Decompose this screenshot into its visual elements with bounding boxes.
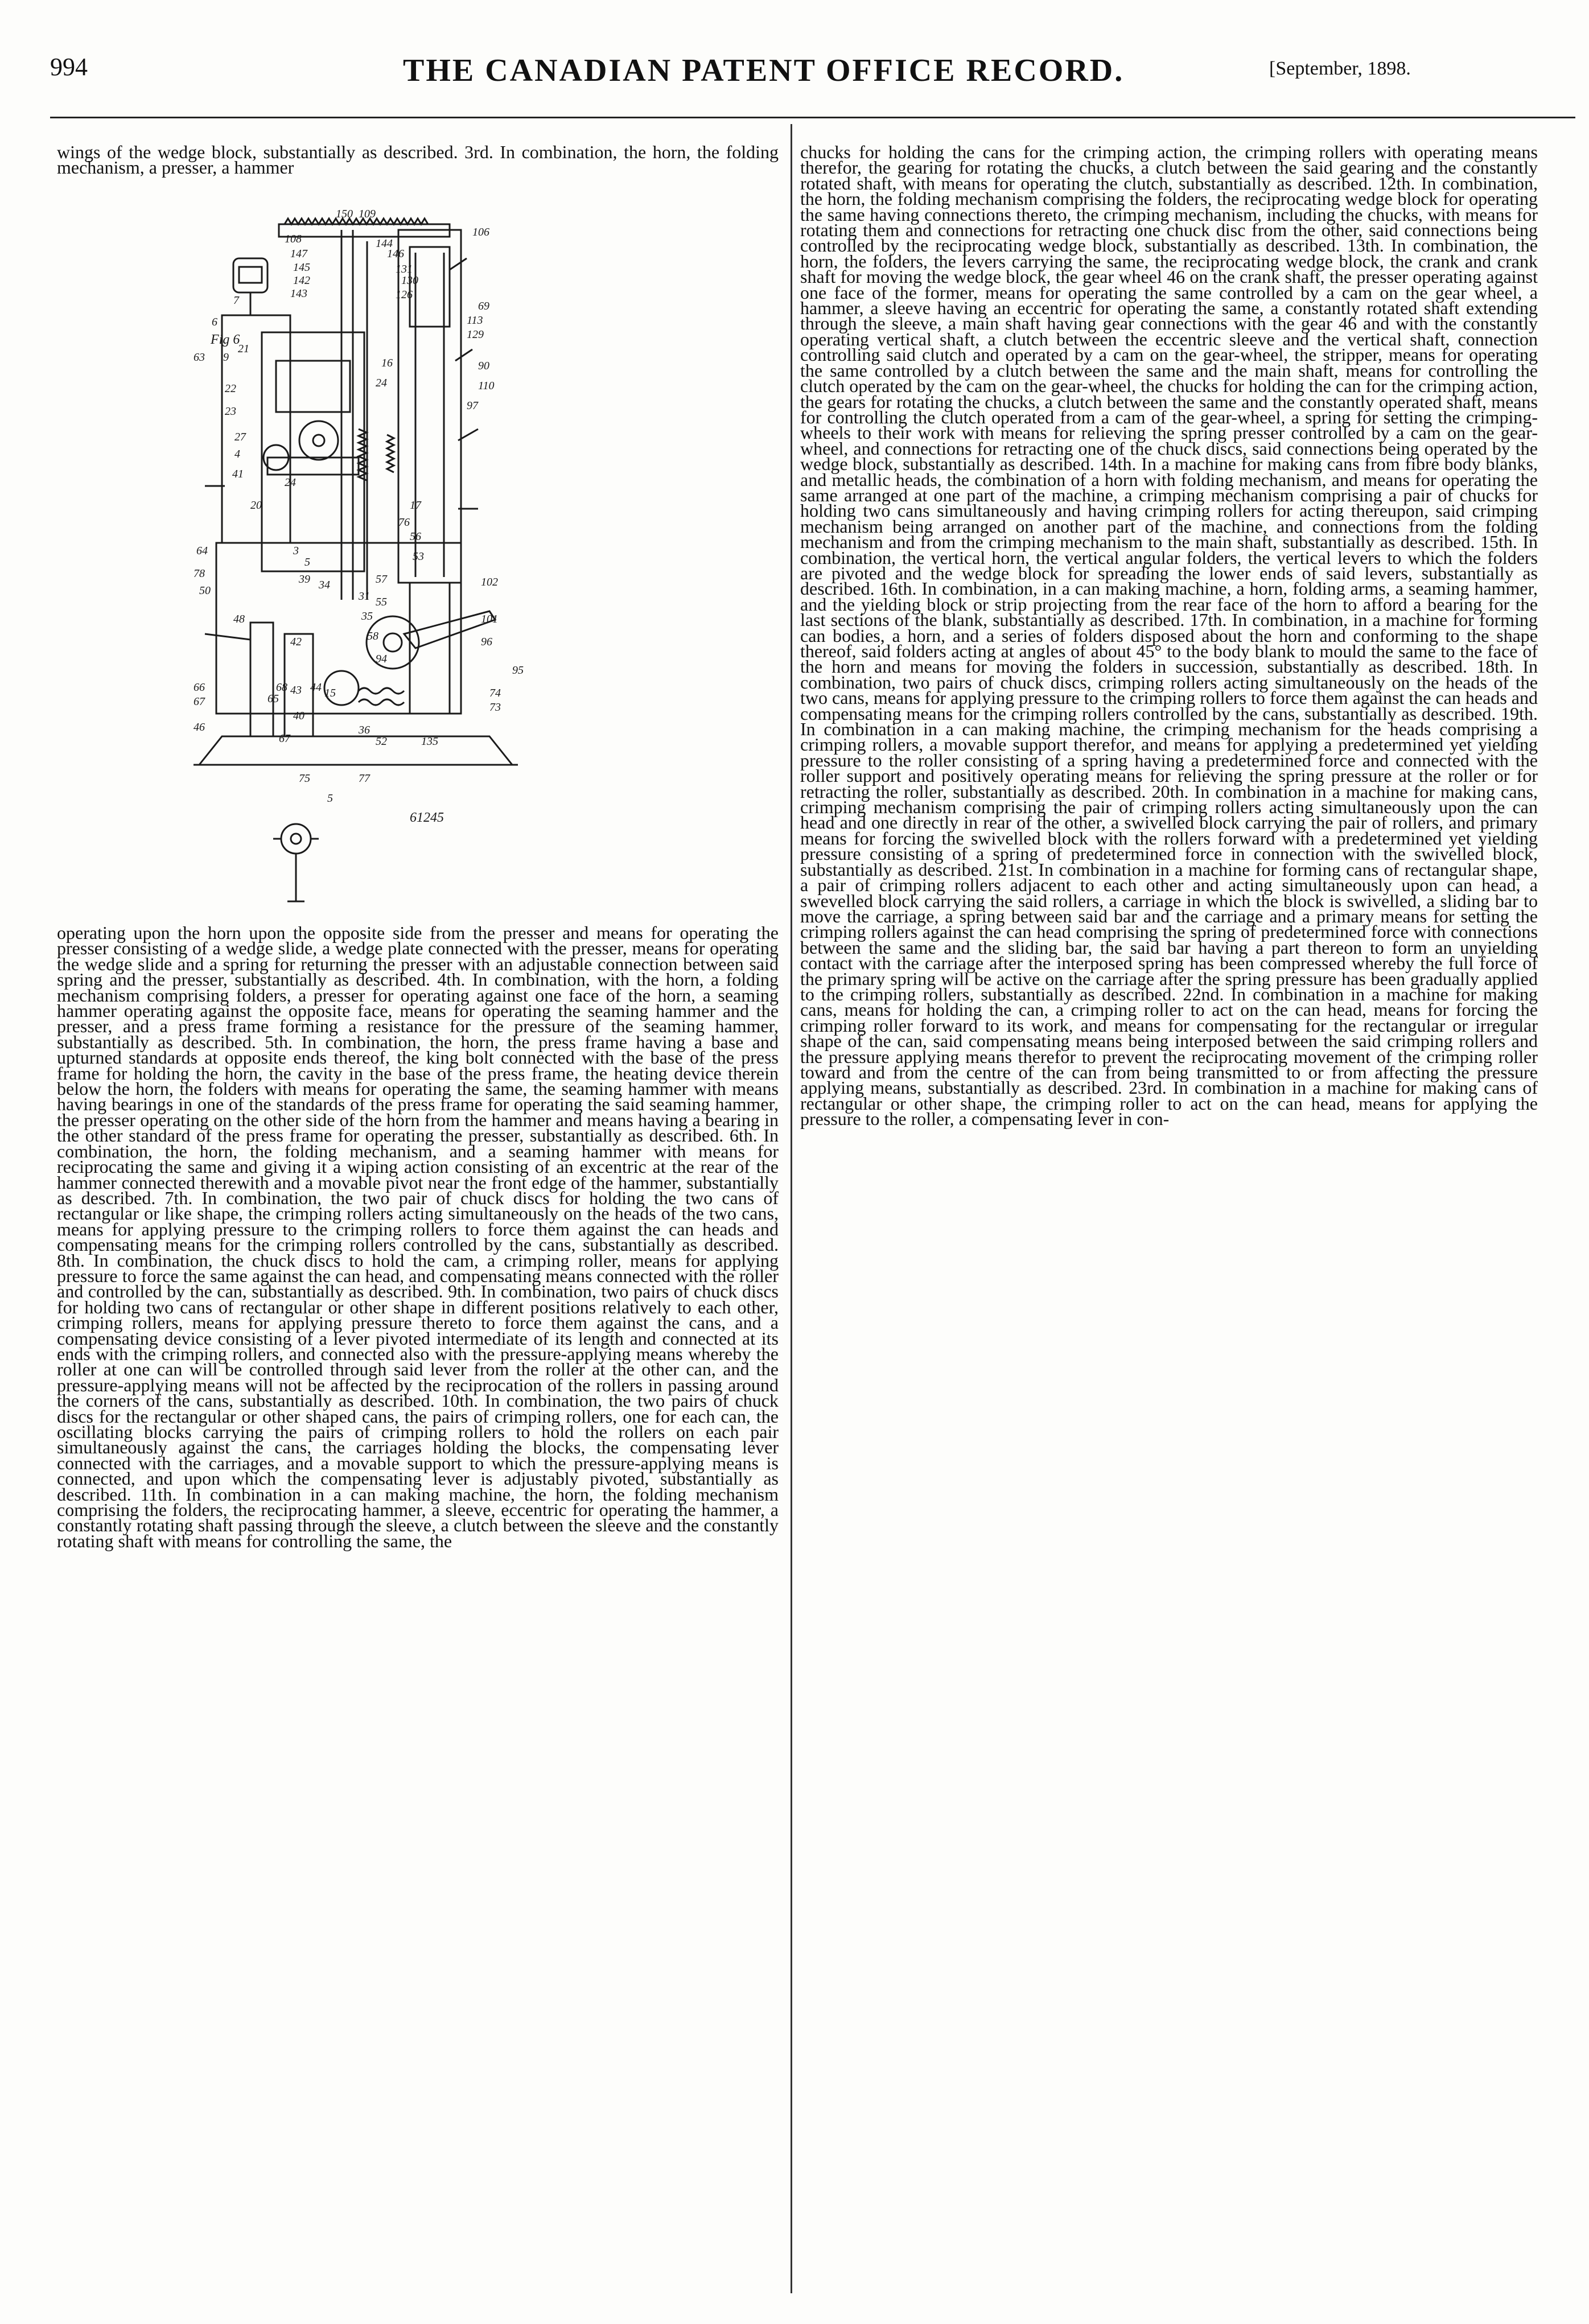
reference-numeral: 74 <box>489 687 501 699</box>
reference-numeral: 126 <box>396 289 413 301</box>
reference-numeral: 113 <box>467 314 483 327</box>
reference-numeral: 3 <box>293 545 299 557</box>
reference-numeral: 95 <box>512 664 524 677</box>
left-column-top-text: wings of the wedge block, substantially as described. 3rd. In combination, the horn, the folding mechanism, a presser, a hammer <box>57 145 779 178</box>
reference-numeral: 129 <box>467 328 484 341</box>
reference-numeral: 53 <box>413 550 424 563</box>
reference-numeral: 52 <box>376 735 387 748</box>
can-making-machine-drawing <box>171 190 581 918</box>
reference-numeral: 77 <box>359 772 370 785</box>
reference-numeral: 150 <box>336 208 353 220</box>
reference-numeral: 27 <box>234 431 246 443</box>
column-divider <box>791 124 792 2293</box>
reference-numeral: 131 <box>396 263 413 275</box>
reference-numeral: 20 <box>250 499 262 512</box>
reference-numeral: 55 <box>376 596 387 608</box>
reference-numeral: 34 <box>319 579 330 591</box>
reference-numeral: 46 <box>194 721 205 734</box>
reference-numeral: 43 <box>290 684 302 697</box>
reference-numeral: 17 <box>410 499 421 512</box>
reference-numeral: 142 <box>293 274 310 287</box>
reference-numeral: 135 <box>421 735 438 748</box>
reference-numeral: 66 <box>194 681 205 694</box>
reference-numeral: 31 <box>359 590 370 603</box>
reference-numeral: 110 <box>478 380 495 392</box>
reference-numeral: 35 <box>361 610 373 623</box>
reference-numeral: 143 <box>290 287 307 300</box>
reference-numeral: 50 <box>199 584 211 597</box>
reference-numeral: 106 <box>472 226 489 238</box>
right-column-main-text: chucks for holding the cans for the crimping action, the crimping rollers with operating means therefor, the gearing for rotating the chucks, a clutch between the said gearing and the constantly rotated shaft, with means for operating the clutch, substantially as described. 12th. In combination, the horn, the folding mechanism comprising the folders, the reciprocating wedge block for operating the same having connections thereto, the crimping mechanism, including the chucks, with means for rotating them and connections for retracting one chuck disc from the other, said connections being controlled by the reciprocating wedge block, substantially as described. 13th. In combination, the horn, the folders, the levers carrying the same, the reciprocating wedge block, the crank and crank shaft for moving the wedge block, the gear wheel 46 on the crank shaft, the presser operating against one face of the former, means for operating the same controlled by a cam on the gear wheel, a hammer, a sleeve having an eccentric for operating the same, a constantly rotated shaft extending through the sleeve, a main shaft having gear connections with the gear 46 and with the constantly operating vertical shaft, a clutch between the eccentric sleeve and the vertical shaft, connection controlling said clutch and operated by a cam on the gear-wheel, the stripper, means for operating the same controlled by a clutch between the same and the main shaft, means for controlling the clutch operated by the cam on the gear-wheel, the chucks for holding the can for the crimping action, the gears for rotating the chucks, a clutch between the same and the constantly operated shaft, means for controlling the clutch operated from a cam of the gear-wheel, a spring for setting the crimping-wheels to their work with means for relieving the spring presser controlled by a cam on the gear-wheel, and connections for retracting one of the chuck discs, said connections being operated by the wedge block, substantially as described. 14th. In a machine for making cans from fibre body blanks, and metallic heads, the combination of a horn with folding mechanism, and means for operating the same arranged at one part of the machine, a crimping mechanism comprising a pair of chucks for holding two cans simultaneously and having crimping rollers for acting thereupon, said crimping mechanism being arranged on another part of the machine, and connections from the folding mechanism and from the crimping mechanism to the main shaft, substantially as described. 15th. In combination, the vertical horn, the vertical angular folders, the vertical levers to which the folders are pivoted and the wedge block for spreading the lower ends of said levers, substantially as described. 16th. In combination, in a can making machine, a horn, folding arms, a seaming hammer, and the yielding block or strip projecting from the rear face of the horn to afford a bearing for the last sections of the blank, substantially as described. 17th. In combination, in a machine for forming can bodies, a horn, and a series of folders disposed about the horn and conforming to the shape thereof, said folders acting at angles of about 45° to the body blank to mould the same to the face of the horn and means for moving the folders in succession, substantially as described. 18th. In combination, two pairs of chuck discs, crimping rollers acting simultaneously on the heads of the two cans, means for applying pressure to the crimping rollers to force them against the can heads and compensating means for the crimping rollers controlled by the cans, substantially as described. 19th. In combination in a can making machine, the crimping mechanism for the heads comprising a crimping rollers, a movable support therefor, and means for applying a predetermined yet yielding pressure to the roller consisting of a spring having a predetermined force and connected with the roller support and positively operating means for relieving the spring pressure at the roller or for retracting the roller, substantially as described. 20th. In combination in a machine for making cans, crimping mechanism comprising the pair of crimping rollers acting simultaneously upon the can head and one directly in rear of the other, a swivelled block carrying the pair of rollers, and primary means for forcing the swivelled block with the rollers forward with a predetermined yet yielding pressure consisting of a spring of predetermined force in connection with the swivelled block, substantially as described. 21st. In combination in a machine for forming cans of rectangular shape, a pair of crimping rollers adjacent to each other and acting simultaneously upon can head, a swevelled block carrying the said rollers, a carriage in which the block is swivelled, a sliding bar to move the carriage, a spring between said bar and the carriage and a primary means for setting the crimping rollers against the can head comprising the spring of predetermined force with connections between the same and the sliding bar, the said bar having a part thereon to form an unyielding contact with the carriage after the interposed spring has been compressed whereby the full force of the primary spring will be active on the carriage after the spring pressure has been gradually applied to the crimping rollers, substantially as described. 22nd. In combination in a machine for making cans, means for holding the can, a crimping roller to act on the can head, means for forcing the crimping roller forward to its work, and means for compensating for the rectangular or irregular shape of the can, said compensating means being interposed between the said crimping rollers and the pressure applying means therefor to prevent the reciprocating movement of the crimping roller toward and from the centre of the can from being transmitted to or from affecting the pressure applying means, substantially as described. 23rd. In combination in a machine for making cans of rectangular or other shape, the crimping roller to act on the can head, means for applying the pressure to the roller, a compensating lever in con- <box>800 145 1538 1130</box>
reference-numeral: 65 <box>267 693 279 705</box>
reference-numeral: 24 <box>285 476 296 489</box>
reference-numeral: 75 <box>299 772 310 785</box>
reference-numeral: 4 <box>234 448 240 460</box>
reference-numeral: 56 <box>410 530 421 543</box>
patent-drawing-figure <box>171 190 581 918</box>
reference-numeral: 147 <box>290 248 307 260</box>
reference-numeral: 23 <box>225 405 236 418</box>
reference-numeral: 5 <box>304 556 310 568</box>
reference-numeral: 69 <box>478 300 489 312</box>
reference-numeral: 97 <box>467 399 478 412</box>
reference-numeral: 78 <box>194 567 205 580</box>
reference-numeral: 57 <box>376 573 387 586</box>
reference-numeral: 21 <box>238 343 249 355</box>
publication-title: THE CANADIAN PATENT OFFICE RECORD. <box>403 53 1125 88</box>
reference-numeral: 146 <box>387 248 404 260</box>
reference-numeral: 102 <box>481 576 498 588</box>
issue-date: [September, 1898. <box>1269 58 1411 79</box>
reference-numeral: 15 <box>324 687 336 699</box>
reference-numeral: 94 <box>376 653 387 665</box>
reference-numeral: 5 <box>327 792 333 805</box>
reference-numeral: 96 <box>481 636 492 648</box>
reference-numeral: 73 <box>489 701 501 714</box>
patent-number: 61245 <box>410 810 444 825</box>
reference-numeral: 7 <box>233 294 239 307</box>
reference-numeral: 108 <box>285 233 302 245</box>
reference-numeral: 101 <box>481 613 498 625</box>
reference-numeral: 39 <box>299 573 310 586</box>
reference-numeral: 68 <box>276 681 287 694</box>
reference-numeral: 76 <box>398 516 410 529</box>
reference-numeral: 44 <box>310 681 322 694</box>
reference-numeral: 16 <box>381 357 393 369</box>
reference-numeral: 63 <box>194 351 205 364</box>
figure-label: Fig 6 <box>211 332 240 347</box>
reference-numeral: 109 <box>359 208 376 220</box>
reference-numeral: 144 <box>376 237 393 250</box>
header-rule <box>50 117 1575 118</box>
reference-numeral: 22 <box>225 382 236 395</box>
reference-numeral: 67 <box>279 732 290 745</box>
reference-numeral: 6 <box>212 316 217 328</box>
reference-numeral: 145 <box>293 261 310 274</box>
reference-numeral: 40 <box>293 710 304 722</box>
reference-numeral: 9 <box>223 351 229 364</box>
left-column-main-text: operating upon the horn upon the opposite side from the presser and means for operating the presser consisting of a wedge slide, a wedge plate connected with the presser, means for operating the wedge slide and a spring for returning the presser with an adjustable connection between said spring and the presser, substantially as described. 4th. In combination, with the horn, a folding mechanism comprising folders, a presser for operating against one face of the horn, a seaming hammer operating against the opposite face, means for operating the seaming hammer and the presser, and a press frame forming a resistance for the pressure of the seaming hammer, substantially as described. 5th. In combination, the horn, the press frame having a base and upturned standards at opposite ends thereof, the king bolt connected with the base of the press frame for holding the horn, the cavity in the base of the press frame, the heating device therein below the horn, the folders with means for operating the same, the seaming hammer with means having bearings in one of the standards of the press frame for operating the said seaming hammer, the presser operating on the other side of the horn from the hammer and means having a bearing in the other standard of the press frame for operating the presser, substantially as described. 6th. In combination, the horn, the folding mechanism, and a seaming hammer with means for reciprocating the same and giving it a wiping action consisting of an excentric at the rear of the hammer connected therewith and a movable pivot near the front edge of the hammer, substantially as described. 7th. In combination, the two pair of chuck discs for holding the two cans of rectangular or like shape, the crimping rollers acting simultaneously on the heads of the two cans, means for applying pressure to the crimping rollers to force them against the can heads and compensating means for the crimping rollers controlled by the cans, substantially as described. 8th. In combination, the chuck discs to hold the cam, a crimping roller, means for applying pressure to force the same against the can head, and compensating means connected with the roller and controlled by the can, substantially as described. 9th. In combination, two pairs of chuck discs for holding two cans of rectangular or other shape in different positions relatively to each other, crimping rollers, means for applying pressure thereto to force them against the cans, and a compensating device consisting of a lever pivoted intermediate of its length and connected at its ends with the crimping rollers, and connected also with the pressure-applying means whereby the roller at one can will be controlled through said lever from the roller at the other can, and the pressure-applying means will not be affected by the reciprocation of the rollers in passing around the corners of the cans, substantially as described. 10th. In combination, the two pairs of chuck discs for the rectangular or other shaped cans, the pairs of crimping rollers, one for each can, the oscillating blocks carrying the pairs of crimping rollers to hold the rollers on each pair simultaneously against the cans, the carriages holding the blocks, the compensating lever connected with the carriages, and a movable support to which the pressure-applying means is connected, and upon which the compensating lever is adjustably pivoted, substantially as described. 11th. In combination in a can making machine, the horn, the folding mechanism comprising the folders, the reciprocating hammer, a sleeve, eccentric for operating the hammer, a constantly rotating shaft passing through the sleeve, a clutch between the sleeve and the constantly rotating shaft with means for controlling the same, the <box>57 925 779 1551</box>
reference-numeral: 130 <box>401 274 418 287</box>
reference-numeral: 24 <box>376 377 387 389</box>
page-number: 994 <box>50 53 88 81</box>
reference-numeral: 36 <box>359 724 370 736</box>
reference-numeral: 42 <box>290 636 302 648</box>
reference-numeral: 48 <box>233 613 245 625</box>
reference-numeral: 67 <box>194 695 205 708</box>
reference-numeral: 58 <box>367 630 378 642</box>
reference-numeral: 90 <box>478 360 489 372</box>
reference-numeral: 41 <box>232 468 244 480</box>
reference-numeral: 64 <box>196 545 208 557</box>
